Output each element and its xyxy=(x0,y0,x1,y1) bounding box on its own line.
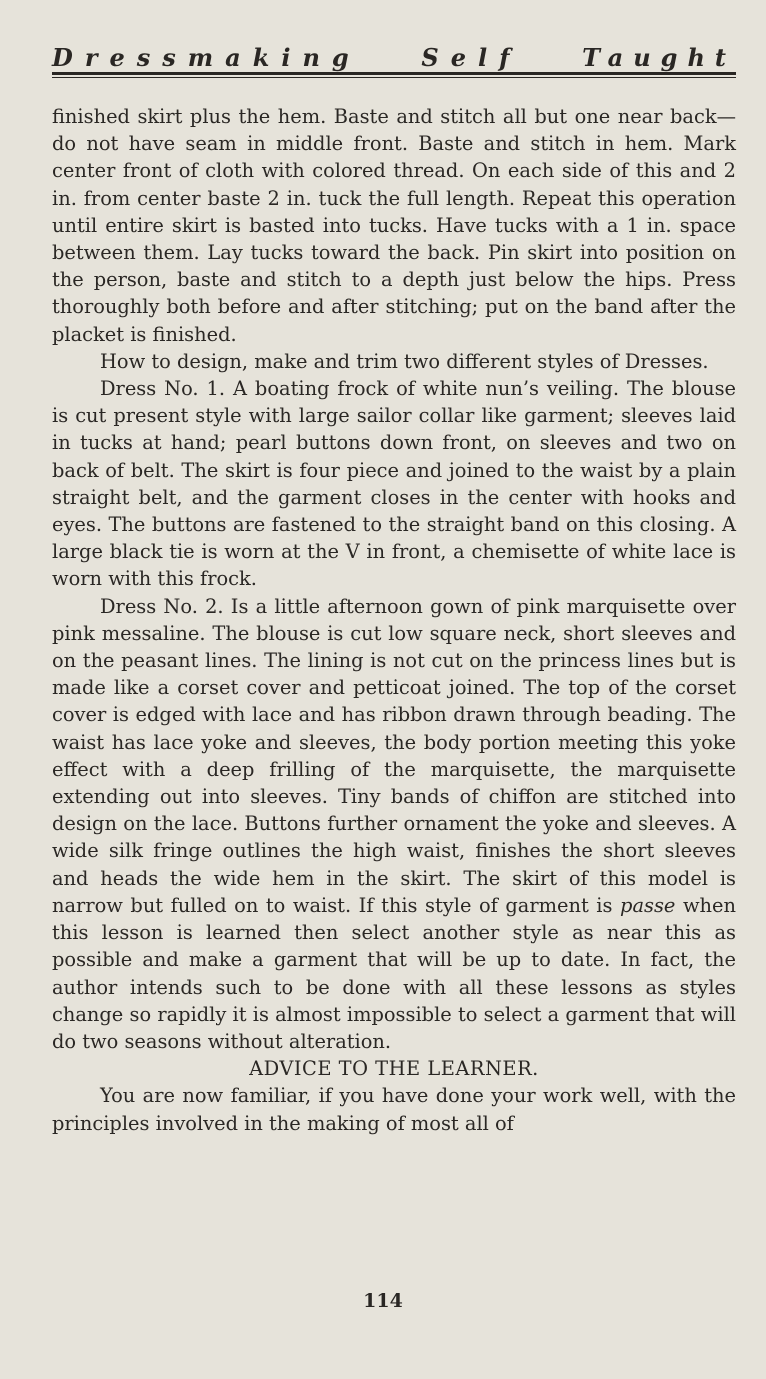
header-rule-thin xyxy=(52,77,736,78)
section-heading: ADVICE TO THE LEARNER. xyxy=(249,1057,539,1081)
header-rule-thick xyxy=(52,72,736,75)
dress-2-italic-word: passe xyxy=(620,893,676,917)
paragraph-dress-2 xyxy=(52,593,736,1055)
dress-2-text-a: Dress No. 2. Is a little afternoon gown of pink marquisette over pink messaline. The blouse is cut low square neck, short sleeves and on the peasant lines. The lining is not cut on the princess lines but is made like a corset cover and petticoat joined. The top of the corset cover is edged with lace and has ribbon drawn through beading. The waist has lace yoke and sleeves, the body portion meeting this yoke effect with a deep frilling of the marquisette, the marquisette extending out into sleeves. Tiny bands of chiffon are stitched into design on the lace. Buttons further ornament the yoke and sleeves. A wide silk fringe outlines the high waist, finishes the short sleeves and heads the wide hem in the skirt. The skirt of this model is narrow but fulled on to waist. If this style of garment is xyxy=(52,594,736,917)
paragraph-continued: finished skirt plus the hem. Baste and stitch all but one near back—do not have seam in middle front. Baste and stitch in hem. Mark center front of cloth with colored thread. On each side of this and 2 in. from center baste 2 in. tuck the full length. Repeat this operation until entire skirt is basted into tucks. Have tucks with a 1 in. space between them. Lay tucks toward the back. Pin skirt into position on the person, baste and stitch to a depth just below the hips. Press thoroughly both before and after stitching; put on the band after the placket is finished. xyxy=(52,105,736,346)
dress-2-text-b: when this lesson is learned then select another style as near this as possible and make a garment that will be up to date. In fact, the author intends such to be done with all these lessons as styles change so rapidly it is almost impossible to select a garment that will do two seasons without alteration. xyxy=(52,893,737,1053)
paragraph-dress-1: Dress No. 1. A boating frock of white nun’s veiling. The blouse is cut present style with large sailor collar like garment; sleeves laid in tucks at hand; pearl buttons down front, on sleeves and two on back of belt. The skirt is four piece and joined to the waist by a plain straight belt, and the garment closes in the center with hooks and eyes. The buttons are fastened to the straight band on this closing. A large black tie is worn at the V in front, a chemisette of white lace is worn with this frock. xyxy=(52,377,736,591)
page-number: 114 xyxy=(363,1290,403,1312)
running-head xyxy=(52,44,736,74)
running-head-title xyxy=(52,44,736,72)
running-head-word-1: Dressmaking xyxy=(52,43,361,72)
paragraph-advice: You are now familiar, if you have done your work well, with the principles involved in the making of most all of xyxy=(52,1084,736,1135)
running-head-word-3: Taught xyxy=(582,43,736,72)
running-head-word-2: Self xyxy=(421,43,522,72)
body-text xyxy=(52,103,736,1137)
paragraph-designs-intro: How to design, make and trim two different styles of Dresses. xyxy=(100,349,709,373)
